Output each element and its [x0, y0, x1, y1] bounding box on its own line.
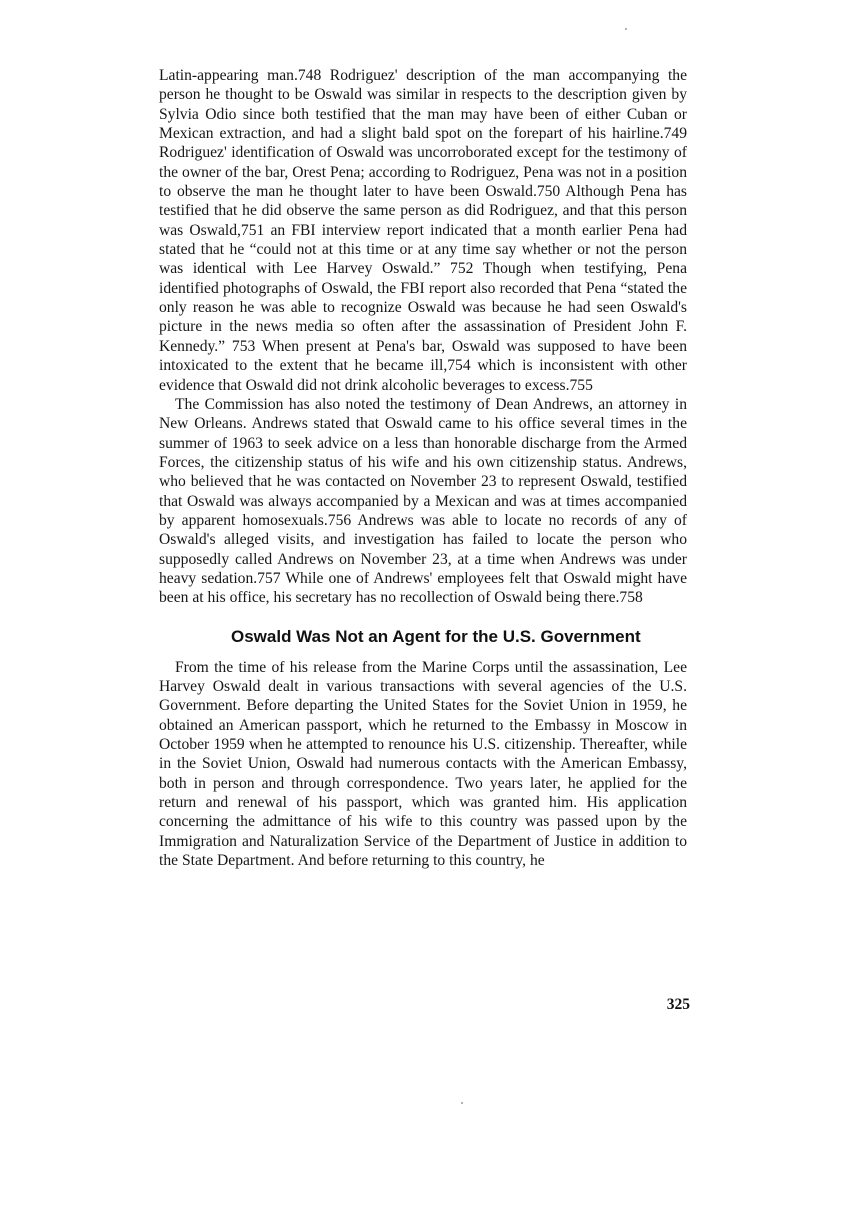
scan-speck [625, 28, 627, 30]
page-number: 325 [666, 996, 690, 1013]
paragraph-andrews-testimony: The Commission has also noted the testimony of Dean Andrews, an attorney in New Orleans. Andrews stated that Oswald came to his office several times in the summer of 1963 to seek advice on a less than honorable discharge from the Armed Forces, the citizenship status of his wife and his own citizenship status. Andrews, who believed that he was contacted on November 23 to represent Oswald, testified that Oswald was always accompanied by a Mexican and was at times accompanied by apparent homosexuals.756 Andrews was able to locate no records of any of Oswald's alleged visits, and investigation has failed to locate the person who supposedly called Andrews on November 23, at a time when Andrews was under heavy sedation.757 While one of Andrews' employees felt that Oswald might have been at his office, his secretary has no recollection of Oswald being there.758 [159, 395, 687, 607]
text-column [159, 66, 687, 870]
scan-speck [461, 1102, 463, 1104]
section-heading: Oswald Was Not an Agent for the U.S. Government [231, 626, 641, 646]
paragraph-rodriguez-testimony: Latin-appearing man.748 Rodriguez' description of the man accompanying the person he thought to be Oswald was similar in respects to the description given by Sylvia Odio since both testified that the man may have been of either Cuban or Mexican extraction, and had a slight bald spot on the forepart of his hairline.749 Rodriguez' identification of Oswald was uncorroborated except for the testimony of the owner of the bar, Orest Pena; according to Rodriguez, Pena was not in a position to observe the man he thought later to have been Oswald.750 Although Pena has testified that he did observe the same person as did Rodriguez, and that this person was Oswald,751 an FBI interview report indicated that a month earlier Pena had stated that he “could not at this time or at any time say whether or not the person was identical with Lee Harvey Oswald.” 752 Though when testifying, Pena identified photographs of Oswald, the FBI report also recorded that Pena “stated the only reason he was able to recognize Oswald was because he had seen Oswald's picture in the news media so often after the assassination of President John F. Kennedy.” 753 When present at Pena's bar, Oswald was supposed to have been intoxicated to the extent that he became ill,754 which is inconsistent with other evidence that Oswald did not drink alcoholic beverages to excess.755 [159, 67, 687, 394]
paragraph-government-transactions: From the time of his release from the Marine Corps until the assassination, Lee Harvey Oswald dealt in various transactions with several agencies of the U.S. Government. Before departing the United States for the Soviet Union in 1959, he obtained an American passport, which he returned to the Embassy in Moscow in October 1959 when he attempted to renounce his U.S. citizenship. Thereafter, while in the Soviet Union, Oswald had numerous contacts with the American Embassy, both in person and through correspondence. Two years later, he applied for the return and renewal of his passport, which was granted him. His application concerning the admittance of his wife to this country was passed upon by the Immigration and Naturalization Service of the Department of Justice in addition to the State Department. And before returning to this country, he [159, 658, 687, 870]
